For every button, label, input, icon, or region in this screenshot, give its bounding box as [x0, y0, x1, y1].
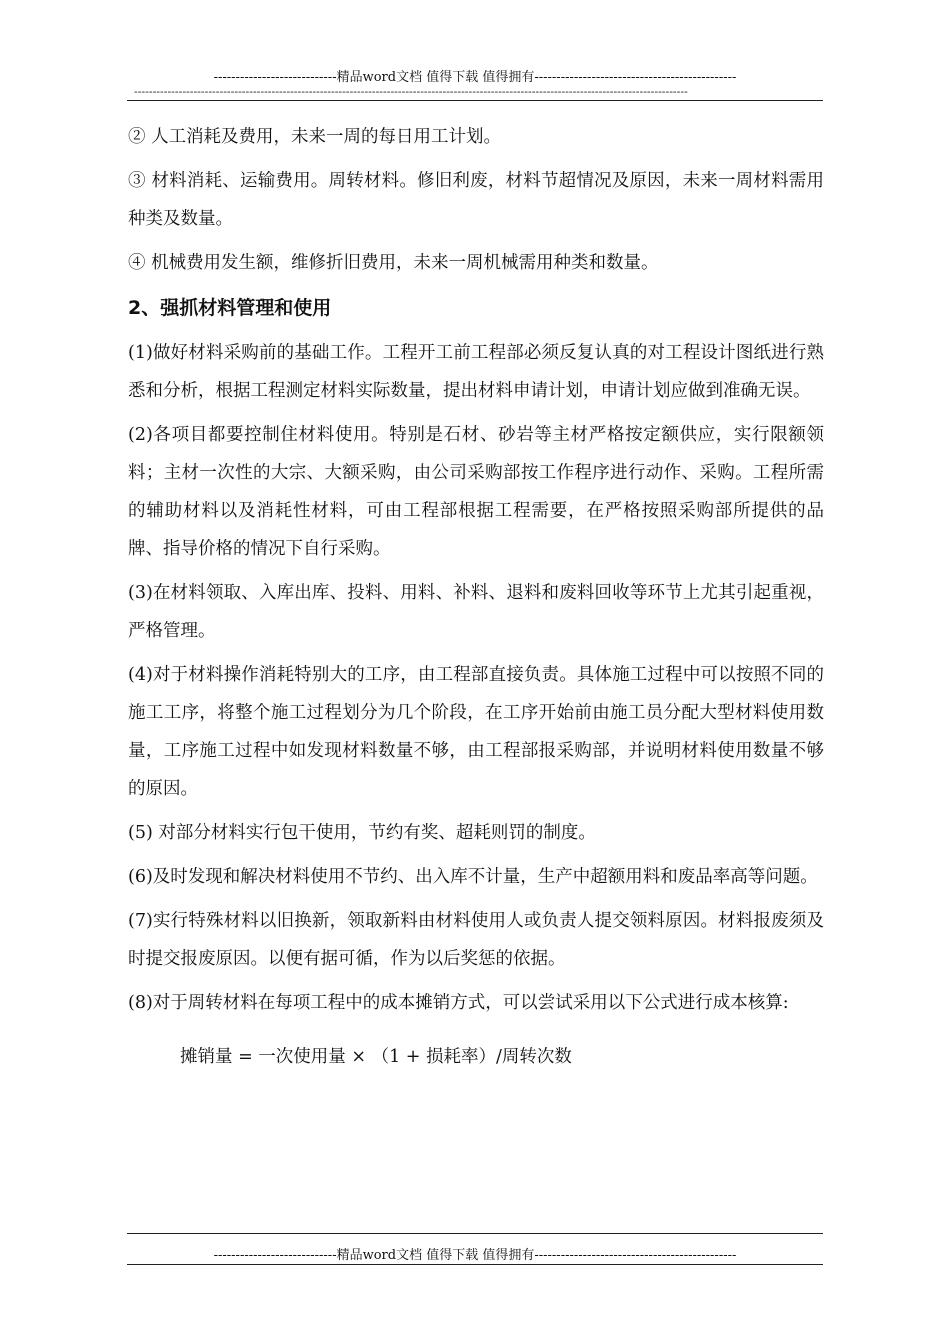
footer-top-rule [127, 1233, 823, 1234]
paragraph-labor-cost: ② 人工消耗及费用，未来一周的每日用工计划。 [128, 127, 502, 147]
paragraph-item-1: (1)做好材料采购前的基础工作。工程开工前工程部必须反复认真的对工程设计图纸进行熟悉和分析，根据工程测定材料实际数量，提出材料申请计划，申请计划应做到准确无误。 [128, 343, 824, 401]
paragraph-item-2: (2)各项目都要控制住材料使用。特别是石材、砂岩等主材严格按定额供应，实行限额领料；主材一次性的大宗、大额采购，由公司采购部按工作程序进行动作、采购。工程所需的辅助材料以及消耗性材料，可由工程部根据工程需要，在严格按照采购部所提供的品牌、指导价格的情况下自行采购。 [128, 425, 824, 559]
page-header-text: ----------------------------精品word文档 值得下载 值得拥有---------------------------------------------- [213, 70, 737, 85]
paragraph-item-8: (8)对于周转材料在每项工程中的成本摊销方式，可以尝试采用以下公式进行成本核算: [128, 993, 789, 1013]
paragraph-material-cost: ③ 材料消耗、运输费用。周转材料。修旧利废，材料节超情况及原因，未来一周材料需用种类及数量。 [128, 171, 824, 229]
section-heading: 2、强抓材料管理和使用 [128, 297, 332, 319]
paragraph-item-5: (5) 对部分材料实行包干使用，节约有奖、超耗则罚的制度。 [128, 823, 596, 843]
paragraph-item-3: (3)在材料领取、入库出库、投料、用料、补料、退料和废料回收等环节上尤其引起重视，严格管理。 [128, 583, 824, 641]
amortization-formula: 摊销量 = 一次使用量 × （1 + 损耗率）/周转次数 [180, 1047, 572, 1067]
page-footer-text: ----------------------------精品word文档 值得下载 值得拥有---------------------------------------------- [213, 1248, 737, 1263]
footer-bottom-rule [127, 1264, 823, 1265]
paragraph-item-4: (4)对于材料操作消耗特别大的工序，由工程部直接负责。具体施工过程中可以按照不同的施工工序，将整个施工过程划分为几个阶段，在工序开始前由施工员分配大型材料使用数量，工序施工过程中如发现材料数量不够，由工程部报采购部，并说明材料使用数量不够的原因。 [128, 665, 824, 799]
paragraph-item-6: (6)及时发现和解决材料使用不节约、出入库不计量，生产中超额用料和废品率高等问题。 [128, 867, 818, 887]
header-rule [127, 100, 823, 101]
paragraph-machine-cost: ④ 机械费用发生额，维修折旧费用，未来一周机械需用种类和数量。 [128, 253, 659, 273]
document-body [128, 118, 824, 1076]
paragraph-item-7: (7)实行特殊材料以旧换新，领取新料由材料使用人或负责人提交领料原因。材料报废须及时提交报废原因。以便有据可循，作为以后奖惩的依据。 [128, 911, 824, 969]
header-dash-line: ----------------------------------------------------------------------------------------------------------------------------------------------------- [134, 86, 688, 98]
